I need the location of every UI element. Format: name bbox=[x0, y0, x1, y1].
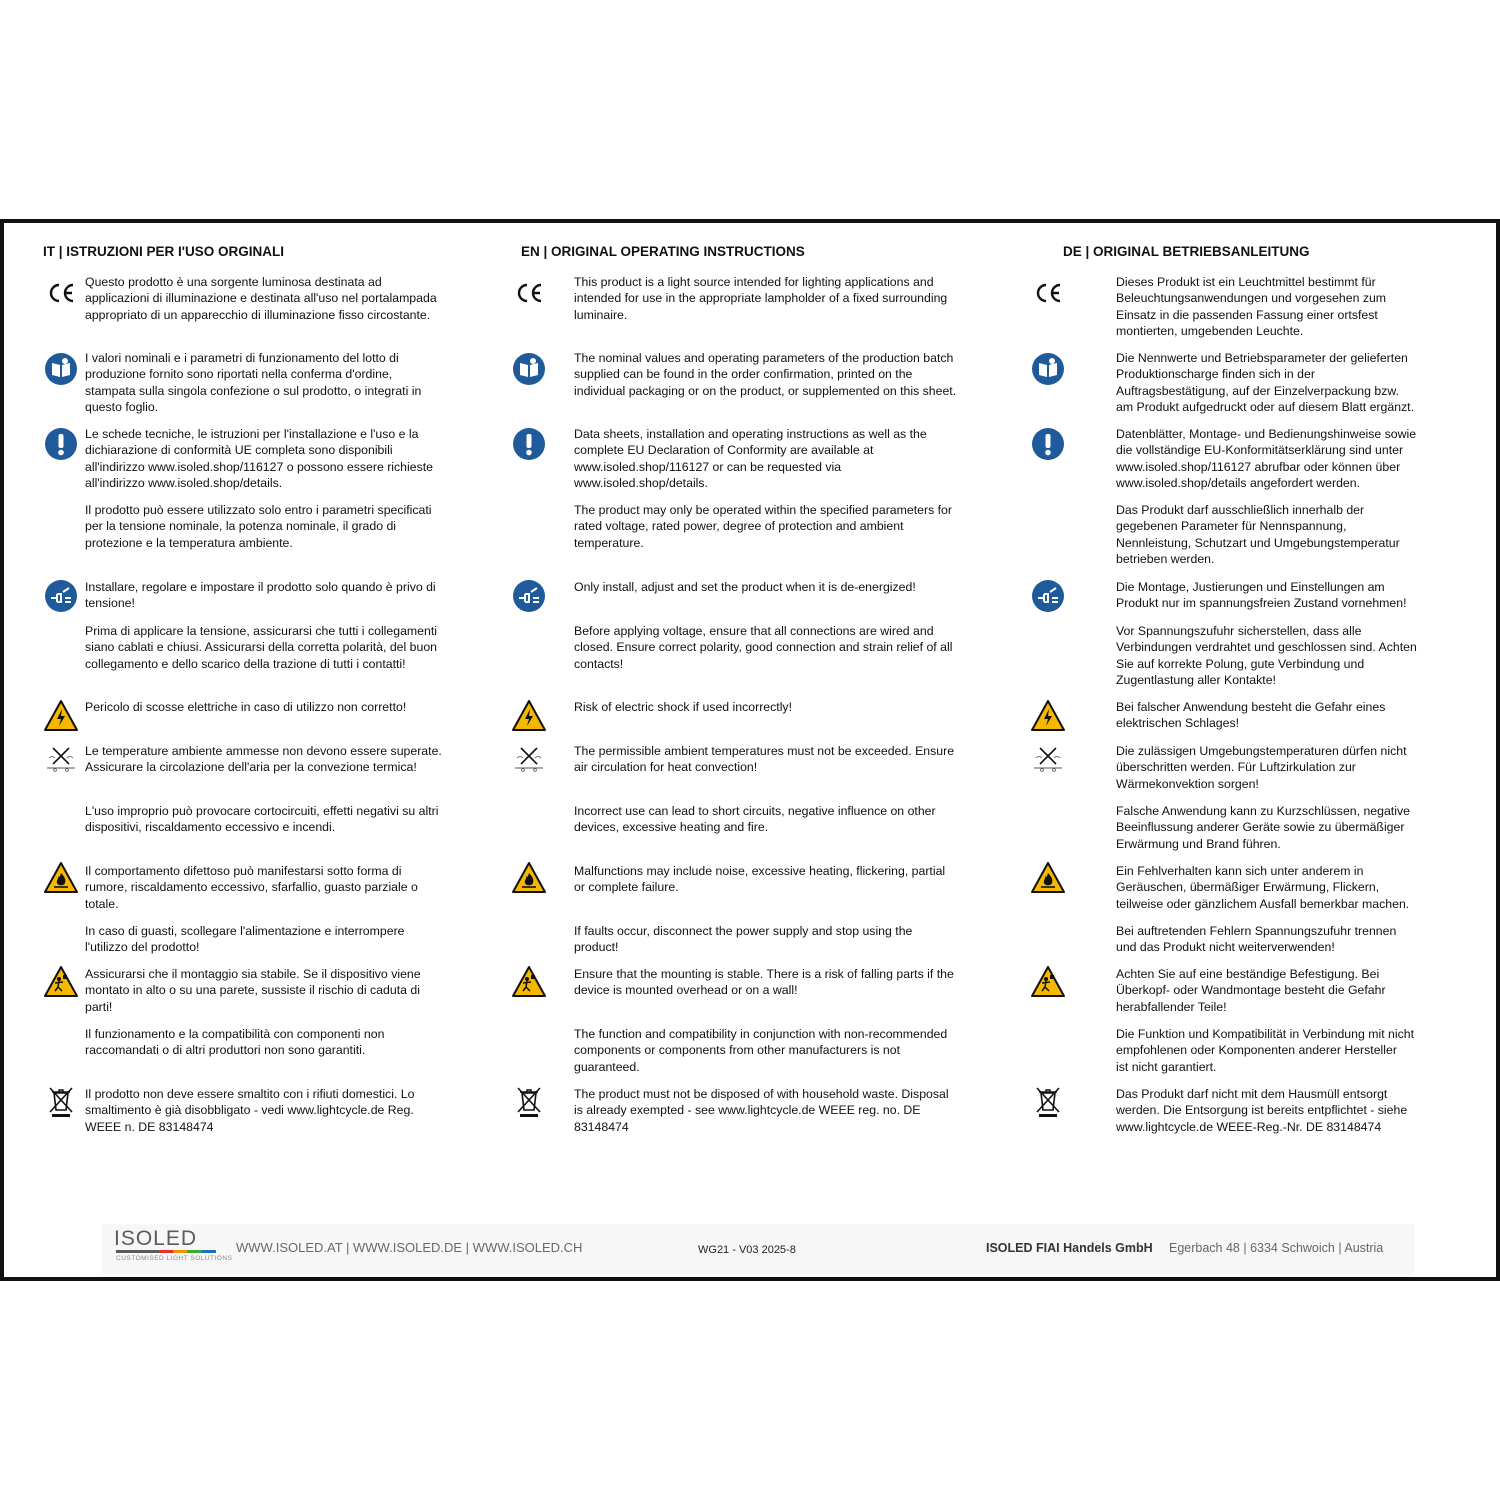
logo-color-bar bbox=[116, 1250, 216, 1253]
paragraph: Before applying voltage, ensure that all connections are wired and closed. Ensure correct polarity, good connection and strain relief of all contacts! bbox=[574, 624, 953, 671]
paragraph: Il funzionamento e la compatibilità con componenti non raccomandati o di altri produttori non sono garantiti. bbox=[85, 1027, 385, 1058]
company-address: Egerbach 48 | 6334 Schwoich | Austria bbox=[1169, 1241, 1384, 1255]
exclamation-icon bbox=[511, 426, 547, 462]
paragraph: Only install, adjust and set the product when it is de-energized! bbox=[574, 580, 916, 594]
disconnect-power-icon bbox=[511, 578, 547, 614]
exclamation-icon bbox=[43, 426, 79, 462]
column-title: IT | ISTRUZIONI PER I'USO ORGINALI bbox=[43, 244, 284, 259]
paragraph: Questo prodotto è una sorgente luminosa destinata ad applicazioni di illuminazione e destinata all'uso nel portalampada appropriato di un apparecchio di illuminazione fisso circostante. bbox=[85, 275, 437, 322]
paragraph: I valori nominali e i parametri di funzionamento del lotto di produzione fornito sono riportati nella conferma d'ordine, stampata sulla singola confezione o sul prodotto, o integrati in questo foglio. bbox=[85, 351, 422, 415]
paragraph: Incorrect use can lead to short circuits, negative influence on other devices, excessive heating and fire. bbox=[574, 804, 936, 835]
weee-bin-icon bbox=[43, 1083, 79, 1119]
ce-mark-icon bbox=[1030, 275, 1066, 311]
paragraph: Risk of electric shock if used incorrectly! bbox=[574, 700, 792, 714]
paragraph: Das Produkt darf ausschließlich innerhalb der gegebenen Parameter für Nennspannung, Nennleistung, Schutzart und Umgebungstemperatur betrieben werden. bbox=[1116, 503, 1400, 567]
electric-shock-warning-icon bbox=[43, 698, 79, 734]
falling-parts-warning-icon bbox=[43, 964, 79, 1000]
paragraph: Il prodotto non deve essere smaltito con i rifiuti domestici. Lo smaltimento è già disobbligato - vedi www.lightcycle.de Reg. WEEE n. DE 83148474 bbox=[85, 1087, 415, 1134]
paragraph: Dieses Produkt ist ein Leuchtmittel bestimmt für Beleuchtungsanwendungen und vorgesehen zum Einsatz in die passenden Fassung einer ortsfest montierten, umgebenden Leuchte. bbox=[1116, 275, 1387, 339]
fire-warning-icon bbox=[43, 860, 79, 896]
paragraph: Datenblätter, Montage- und Bedienungshinweise sowie die vollständige EU-Konformitätserklärung sind unter www.isoled.shop/116127 abrufbar oder können über www.isoled.shop/details angefordert werden. bbox=[1116, 427, 1417, 491]
paragraph: The product must not be disposed of with household waste. Disposal is already exempted - see www.lightcycle.de WEEE reg. no. DE 83148474 bbox=[574, 1087, 949, 1134]
electric-shock-warning-icon bbox=[511, 698, 547, 734]
paragraph: Falsche Anwendung kann zu Kurzschlüssen, negative Beeinflussung anderer Geräte sowie zu übermäßiger Erwärmung und Brand führen. bbox=[1116, 804, 1410, 851]
column-en bbox=[504, 223, 1004, 1277]
electric-shock-warning-icon bbox=[1030, 698, 1066, 734]
fire-warning-icon bbox=[1030, 860, 1066, 896]
paragraph: Das Produkt darf nicht mit dem Hausmüll entsorgt werden. Die Entsorgung ist bereits entpflichtet - siehe www.lightcycle.de WEEE-Reg.-Nr. DE 83148474 bbox=[1116, 1087, 1408, 1134]
paragraph: Die Montage, Justierungen und Einstellungen am Produkt nur im spannungsfreien Zustand vornehmen! bbox=[1116, 580, 1407, 611]
weee-bin-icon bbox=[1030, 1083, 1066, 1119]
company-name: ISOLED FIAI Handels GmbH bbox=[986, 1241, 1153, 1255]
paragraph: Il comportamento difettoso può manifestarsi sotto forma di rumore, riscaldamento eccessivo, sfarfallio, guasto parziale o totale. bbox=[85, 864, 418, 911]
weee-bin-icon bbox=[511, 1083, 547, 1119]
temperature-icon bbox=[43, 740, 79, 776]
temperature-icon bbox=[511, 740, 547, 776]
ce-mark-icon bbox=[511, 275, 547, 311]
read-manual-icon bbox=[43, 351, 79, 387]
column-title: EN | ORIGINAL OPERATING INSTRUCTIONS bbox=[521, 244, 805, 259]
paragraph: The product may only be operated within the specified parameters for rated voltage, rated power, degree of protection and ambient temperature. bbox=[574, 503, 952, 550]
paragraph: If faults occur, disconnect the power supply and stop using the product! bbox=[574, 924, 913, 955]
website-links: WWW.ISOLED.AT | WWW.ISOLED.DE | WWW.ISOLED.CH bbox=[236, 1240, 583, 1255]
paragraph: Pericolo di scosse elettriche in caso di utilizzo non corretto! bbox=[85, 700, 407, 714]
paragraph: L'uso improprio può provocare cortocircuiti, effetti negativi su altri dispositivi, riscaldamento eccessivo e incendi. bbox=[85, 804, 439, 835]
brand-tagline: CUSTOMISED LIGHT SOLUTIONS bbox=[116, 1255, 233, 1262]
paragraph: The function and compatibility in conjunction with non-recommended components or components from other manufacturers is not guaranteed. bbox=[574, 1027, 948, 1074]
read-manual-icon bbox=[1030, 351, 1066, 387]
temperature-icon bbox=[1030, 740, 1066, 776]
paragraph: Data sheets, installation and operating instructions as well as the complete EU Declaration of Conformity are available at www.isoled.shop/116127 or can be requested via www.isoled.shop/details. bbox=[574, 427, 927, 491]
paragraph: Le schede tecniche, le istruzioni per l'installazione e l'uso e la dichiarazione di conformità UE completa sono disponibili all'indirizzo www.isoled.shop/116127 o possono essere richieste all'indirizzo www.isoled.shop/details. bbox=[85, 427, 433, 491]
paragraph: Bei falscher Anwendung besteht die Gefahr eines elektrischen Schlages! bbox=[1116, 700, 1386, 731]
read-manual-icon bbox=[511, 351, 547, 387]
paragraph: Assicurarsi che il montaggio sia stabile. Se il dispositivo viene montato in alto o su una parete, sussiste il rischio di caduta di parti! bbox=[85, 967, 421, 1014]
disconnect-power-icon bbox=[1030, 578, 1066, 614]
instruction-sheet bbox=[0, 219, 1500, 1281]
paragraph: Malfunctions may include noise, excessive heating, flickering, partial or complete failure. bbox=[574, 864, 946, 895]
paragraph: Ein Fehlverhalten kann sich unter anderem in Geräuschen, übermäßiger Erwärmung, Flickern, teilweise oder gänzlichem Ausfall bemerkbar machen. bbox=[1116, 864, 1410, 911]
exclamation-icon bbox=[1030, 426, 1066, 462]
paragraph: Die Funktion und Kompatibilität in Verbindung mit nicht empfohlenen oder Komponenten anderer Hersteller ist nicht garantiert. bbox=[1116, 1027, 1415, 1074]
column-it bbox=[4, 223, 504, 1277]
document-version: WG21 - V03 2025-8 bbox=[698, 1244, 796, 1256]
paragraph: The permissible ambient temperatures must not be exceeded. Ensure air circulation for heat convection! bbox=[574, 744, 955, 775]
fire-warning-icon bbox=[511, 860, 547, 896]
disconnect-power-icon bbox=[43, 578, 79, 614]
ce-mark-icon bbox=[43, 275, 79, 311]
footer bbox=[102, 1224, 1414, 1274]
paragraph: The nominal values and operating parameters of the production batch supplied can be found in the order confirmation, printed on the individual packaging or on the product, or supplemented on this sheet. bbox=[574, 351, 957, 398]
paragraph: Die Nennwerte und Betriebsparameter der gelieferten Produktionscharge finden sich in der Auftragsbestätigung, auf der Einzelverpackung bzw. am Produkt aufgedruckt oder auf diesem Blatt ergänzt. bbox=[1116, 351, 1415, 415]
paragraph: Le temperature ambiente ammesse non devono essere superate. Assicurare la circolazione dell'aria per la convezione termica! bbox=[85, 744, 442, 775]
column-de bbox=[1004, 223, 1500, 1277]
column-title: DE | ORIGINAL BETRIEBSANLEITUNG bbox=[1063, 244, 1310, 259]
falling-parts-warning-icon bbox=[1030, 964, 1066, 1000]
paragraph: Ensure that the mounting is stable. There is a risk of falling parts if the device is mounted overhead or on a wall! bbox=[574, 967, 954, 998]
paragraph: Il prodotto può essere utilizzato solo entro i parametri specificati per la tensione nominale, la potenza nominale, il grado di protezione e la temperatura ambiente. bbox=[85, 503, 432, 550]
paragraph: Bei auftretenden Fehlern Spannungszufuhr trennen und das Produkt nicht weiterverwenden! bbox=[1116, 924, 1397, 955]
paragraph: Achten Sie auf eine beständige Befestigung. Bei Überkopf- oder Wandmontage besteht die Gefahr herabfallender Teile! bbox=[1116, 967, 1386, 1014]
paragraph: Vor Spannungszufuhr sicherstellen, dass alle Verbindungen verdrahtet und geschlossen sind. Achten Sie auf korrekte Polung, gute Verbindung und Zugentlastung aller Kontakte! bbox=[1116, 624, 1417, 688]
paragraph: Prima di applicare la tensione, assicurarsi che tutti i collegamenti siano cablati e chiusi. Assicurarsi della corretta polarità, del buon collegamento e dello scarico della trazione di tutti i contatti! bbox=[85, 624, 438, 671]
falling-parts-warning-icon bbox=[511, 964, 547, 1000]
paragraph: This product is a light source intended for lighting applications and intended for use in the appropriate lampholder of a fixed surrounding luminaire. bbox=[574, 275, 948, 322]
paragraph: Installare, regolare e impostare il prodotto solo quando è privo di tensione! bbox=[85, 580, 436, 611]
paragraph: Die zulässigen Umgebungstemperaturen dürfen nicht überschritten werden. Für Luftzirkulation zur Wärmekonvektion sorgen! bbox=[1116, 744, 1407, 791]
brand-logo: ISOLED bbox=[114, 1227, 198, 1250]
paragraph: In caso di guasti, scollegare l'alimentazione e interrompere l'utilizzo del prodotto! bbox=[85, 924, 405, 955]
